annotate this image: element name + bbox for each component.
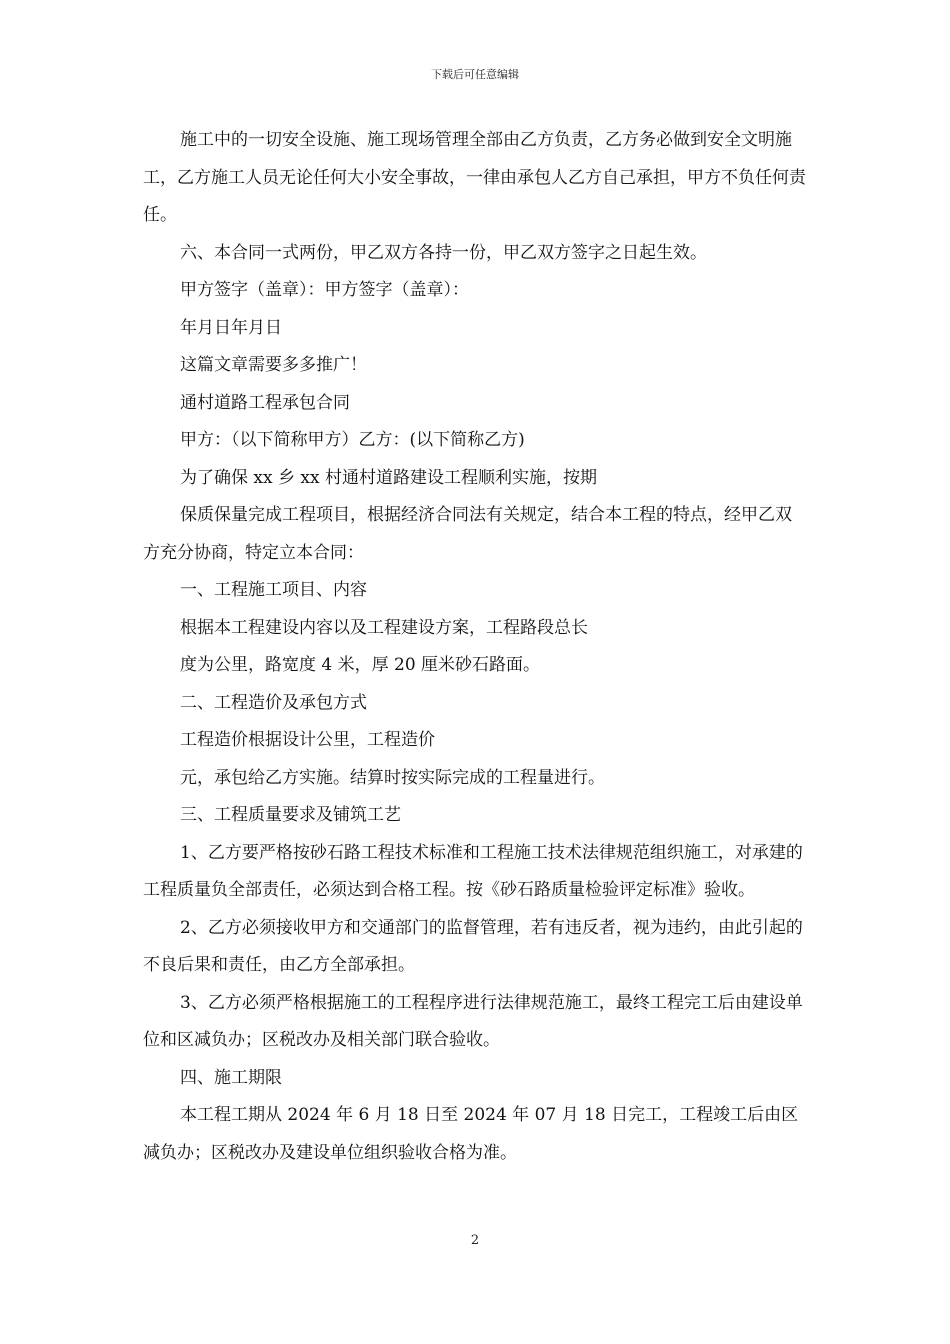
paragraph-road-spec: 度为公里，路宽度 4 米，厚 20 厘米砂石路面。	[180, 655, 541, 675]
paragraph-schedule: 本工程工期从 2024 年 6 月 18 日至 2024 年 07 月 18 日完工，工程竣工后由区减负办；区税改办及建设单位组织验收合格为准。	[143, 1105, 799, 1163]
paragraph-cost: 工程造价根据设计公里，工程造价	[180, 730, 435, 750]
paragraph-purpose: 为了确保 xx 乡 xx 村通村道路建设工程顺利实施，按期	[180, 467, 597, 488]
paragraph-clause-six: 六、本合同一式两份，甲乙双方各持一份，甲乙双方签字之日起生效。	[180, 242, 707, 263]
paragraph-parties: 甲方：（以下简称甲方）乙方：(以下简称乙方)	[180, 430, 525, 450]
document-body	[143, 122, 807, 1172]
download-note-header: 下载后可任意编辑	[431, 68, 519, 81]
paragraph-date-line: 年月日年月日	[180, 317, 282, 338]
paragraph-promo: 这篇文章需要多多推广！	[180, 355, 367, 375]
paragraph-quality-two: 2、乙方必须接收甲方和交通部门的监督管理，若有违反者，视为违约，由此引起的不良后果和责任，由乙方全部承担。	[143, 917, 803, 975]
paragraph-safety: 施工中的一切安全设施、施工现场管理全部由乙方负责，乙方务必做到安全文明施工，乙方施工人员无论任何大小安全事故，一律由承包人乙方自己承担，甲方不负任何责任。	[143, 130, 806, 225]
paragraph-quality-one: 1、乙方要严格按砂石路工程技术标准和工程施工技术法律规范组织施工，对承建的工程质量负全部责任，必须达到合格工程。按《砂石路质量检验评定标准》验收。	[143, 842, 803, 900]
paragraph-project-content: 根据本工程建设内容以及工程建设方案，工程路段总长	[180, 617, 588, 638]
paragraph-quality-three: 3、乙方必须严格根据施工的工程程序进行法律规范施工，最终工程完工后由建设单位和区减负办；区税改办及相关部门联合验收。	[143, 992, 803, 1050]
page-number: 2	[470, 1233, 480, 1248]
section-heading-three: 三、工程质量要求及铺筑工艺	[180, 805, 401, 825]
section-heading-four: 四、施工期限	[180, 1067, 282, 1088]
section-heading-two: 二、工程造价及承包方式	[180, 692, 367, 713]
paragraph-signature-line: 甲方签字（盖章）：甲方签字（盖章）：	[180, 280, 469, 300]
paragraph-settlement: 元，承包给乙方实施。结算时按实际完成的工程量进行。	[180, 767, 605, 788]
contract-title: 通村道路工程承包合同	[180, 392, 350, 413]
section-heading-one: 一、工程施工项目、内容	[180, 580, 367, 600]
paragraph-purpose-continued: 保质保量完成工程项目，根据经济合同法有关规定，结合本工程的特点，经甲乙双方充分协商，特定立本合同：	[143, 505, 792, 563]
